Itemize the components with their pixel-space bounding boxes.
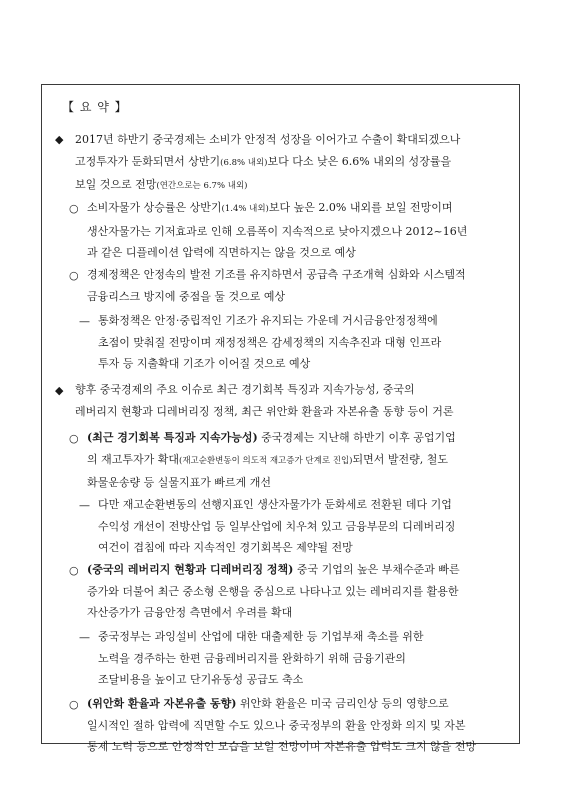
paragraph-10 (87, 693, 476, 758)
text-line: (중국의 레버리지 현황과 디레버리징 정책) 중국 기업의 높은 부채수준과 빠른 (87, 563, 460, 576)
dash-bullet-icon: — (79, 631, 90, 644)
text-line: (최근 경기회복 특징과 지속가능성) 중국경제는 지난해 하반기 이후 공업기업 (87, 431, 456, 444)
text-line: 중국정부는 과잉설비 산업에 대한 대출제한 등 기업부채 축소를 위한 (98, 630, 424, 643)
text-line: 노력을 경주하는 한편 금융레버리지를 완화하기 위해 금융기관의 (98, 651, 406, 665)
text-line: 수익성 개선이 전방산업 등 일부산업에 치우쳐 있고 금융부문의 디레버리징 (98, 519, 456, 533)
text-line: 고정투자가 둔화되면서 상반기(6.8% 내외)보다 다소 낮은 6.6% 내외의 성장률을 (75, 154, 452, 168)
text-line: 보일 것으로 전망(연간으로는 6.7% 내외) (75, 178, 248, 191)
text-line: 경제정책은 안정속의 발전 기조를 유지하면서 공급측 구조개혁 심화와 시스템적 (87, 268, 466, 281)
text-line: 증가와 더불어 최근 중소형 은행을 중심으로 나타나고 있는 레버리지를 활용한 (87, 584, 459, 598)
text-line: 레버리지 현황과 디레버리징 정책, 최근 위안화 환율과 자본유출 동향 등이 거론 (75, 404, 454, 418)
dash-bullet-icon: — (79, 315, 90, 328)
paragraph-5 (75, 379, 454, 422)
diamond-bullet-icon: ◆ (55, 384, 64, 397)
dash-bullet-icon: — (79, 499, 90, 512)
circle-bullet-icon: ○ (69, 698, 79, 711)
text-line: 금융리스크 방지에 중점을 둘 것으로 예상 (87, 289, 286, 303)
text-line: 투자 등 지출확대 기조가 이어질 것으로 예상 (98, 357, 311, 370)
diamond-bullet-icon: ◆ (55, 133, 64, 146)
paragraph-3 (87, 264, 466, 307)
text-line: 여건이 겹침에 따라 지속적인 경기회복은 제약될 전망 (98, 541, 353, 554)
text-line: 초점이 맞춰질 전망이며 재정정책은 감세정책의 지속추진과 대형 인프라 (98, 335, 442, 349)
paragraph-6 (87, 427, 456, 494)
circle-bullet-icon: ○ (69, 202, 79, 215)
paragraph-8 (87, 559, 460, 624)
text-line: 향후 중국경제의 주요 이슈로 최근 경기회복 특징과 지속가능성, 중국의 (75, 383, 415, 396)
text-line: 일시적인 절하 압력에 직면할 수도 있으나 중국정부의 환율 안정화 의지 및 자본 (87, 718, 466, 732)
text-line: 자산증가가 금융안정 측면에서 우려를 확대 (87, 606, 293, 619)
circle-bullet-icon: ○ (69, 564, 79, 577)
text-line: 통화정책은 안정·중립적인 기조가 유지되는 가운데 거시금융안정정책에 (98, 314, 438, 327)
text-line: (위안화 환율과 자본유출 동향) 위안화 환율은 미국 금리인상 등의 영향으로 (87, 697, 449, 710)
text-line: 다만 재고순환변동의 선행지표인 생산자물가가 둔화세로 전환된 데다 기업 (98, 498, 452, 511)
text-line: 의 재고투자가 확대(재고순환변동이 의도적 재고증가 단계로 진입)되면서 발전량, 철도 (87, 452, 448, 466)
summary-heading: 【 요 약 】 (62, 100, 128, 114)
paragraph-4 (98, 310, 441, 375)
paragraph-1 (75, 129, 460, 198)
text-line: 화물운송량 등 실물지표가 빠르게 개선 (87, 476, 272, 489)
paragraph-7 (98, 494, 455, 559)
text-line: 통제 노력 등으로 안정적인 모습을 보일 전망이며 자본유출 압력도 크지 않을 전망 (87, 740, 477, 753)
paragraph-2 (87, 197, 467, 264)
circle-bullet-icon: ○ (69, 269, 79, 282)
paragraph-9 (98, 626, 424, 691)
text-line: 과 같은 디플레이션 압력에 직면하지는 않을 것으로 예상 (87, 246, 356, 259)
text-line: 생산자물가는 기저효과로 인해 오름폭이 지속적으로 낮아지겠으나 2012~16년 (87, 224, 468, 238)
circle-bullet-icon: ○ (69, 432, 79, 445)
text-line: 2017년 하반기 중국경제는 소비가 안정적 성장을 이어가고 수출이 확대되겠으나 (75, 133, 461, 146)
text-line: 소비자물가 상승률은 상반기(1.4% 내외)보다 높은 2.0% 내외를 보일 전망이며 (87, 201, 453, 214)
text-line: 조달비용을 높이고 단기유동성 공급도 축소 (98, 673, 304, 686)
